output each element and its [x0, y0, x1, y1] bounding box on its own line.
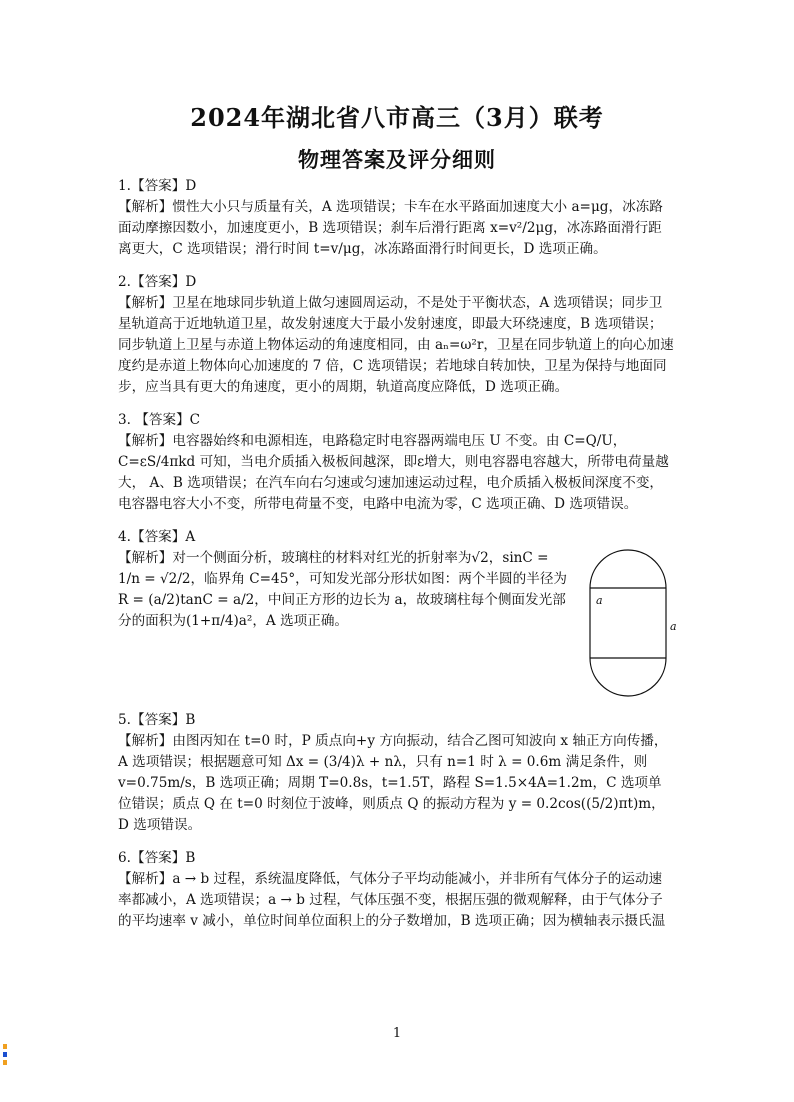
- q3-answer: 3. 【答案】C: [118, 412, 201, 428]
- q4-block: [118, 548, 677, 698]
- page-subtitle: 物理答案及评分细则: [298, 147, 496, 172]
- q6-analysis: 【解析】a → b 过程，系统温度降低，气体分子平均动能减小，并非所有气体分子的运动速率都减小，A 选项错误；a → b 过程，气体压强不变，根据压强的微观解释，由于气体分子的平均速率 v 减小，单位时间单位面积上的分子数增加，B 选项正确；因为横轴表示摄氏温: [118, 871, 666, 929]
- scan-artifact-mark: [3, 1060, 7, 1065]
- diagram-label-inner: a: [596, 594, 603, 607]
- q5-answer: 5.【答案】B: [118, 712, 196, 728]
- stadium-outline: [590, 550, 666, 696]
- page-title: 2024年湖北省八市高三（3月）联考: [190, 103, 604, 132]
- q4-analysis: 【解析】对一个侧面分析，玻璃柱的材料对红光的折射率为√2，sinC = 1/n = √2/2，临界角 C=45°，可知发光部分形状如图：两个半圆的半径为 R = (a/2)tanC = a/2，中间正方形的边长为 a，故玻璃柱每个侧面发光部分的面积为(1+π/4)a²，A 选项正确。: [118, 550, 572, 629]
- q6-answer: 6.【答案】B: [118, 850, 196, 866]
- scan-artifact-mark: [3, 1044, 7, 1049]
- q2-analysis: 【解析】卫星在地球同步轨道上做匀速圆周运动，不是处于平衡状态，A 选项错误；同步卫星轨道高于近地轨道卫星，故发射速度大于最小发射速度，即最大环绕速度，B 选项错误；同步轨道上卫星与赤道上物体运动的角速度相同，由 aₙ=ω²r，卫星在同步轨道上的向心加速度约是赤道上物体向心加速度的 7 倍，C 选项错误；若地球自转加快，卫星为保持与地面同步，应当具有更大的角速度，更小的周期，轨道高度应降低，D 选项正确。: [118, 295, 674, 395]
- q2-answer: 2.【答案】D: [118, 274, 197, 290]
- q4-answer: 4.【答案】A: [118, 529, 196, 545]
- page-number: 1: [392, 1026, 402, 1041]
- glow-shape-svg: [582, 548, 674, 698]
- q5-analysis: 【解析】由图丙知在 t=0 时，P 质点向+y 方向振动，结合乙图可知波向 x 轴正方向传播，A 选项错误；根据题意可知 Δx = (3/4)λ + nλ，只有 n=1 时 λ = 0.6m 满足条件，则 v=0.75m/s，B 选项正确；周期 T=0.8s，t=1.5T，路程 S=1.5×4A=1.2m，C 选项单位错误；质点 Q 在 t=0 时刻位于波峰，则质点 Q 的振动方程为 y = 0.2cos((5/2)πt)m，D 选项错误。: [118, 733, 668, 833]
- q1-analysis: 【解析】惯性大小只与质量有关，A 选项错误；卡车在水平路面加速度大小 a=μg，冰冻路面动摩擦因数小，加速度更小，B 选项错误；刹车后滑行距离 x=v²/2μg，冰冻路面滑行距离更大，C 选项错误；滑行时间 t=v/μg，冰冻路面滑行时间更长，D 选项正确。: [118, 199, 663, 257]
- scan-artifact-mark: [3, 1052, 7, 1057]
- q3-analysis: 【解析】电容器始终和电源相连，电路稳定时电容器两端电压 U 不变。由 C=Q/U，C=εS/4πkd 可知，当电介质插入极板间越深，即ε增大，则电容器电容越大，所带电荷量越大， A、B 选项错误；在汽车向右匀速或匀速加速运动过程，电介质插入极板间深度不变，电容器电容大小不变，所带电荷量不变，电路中电流为零，C 选项正确、D 选项错误。: [118, 433, 669, 512]
- q1-answer: 1.【答案】D: [118, 178, 197, 194]
- glow-shape-diagram: [582, 548, 677, 698]
- diagram-label-side: a: [670, 620, 677, 633]
- answer-body: [118, 176, 677, 932]
